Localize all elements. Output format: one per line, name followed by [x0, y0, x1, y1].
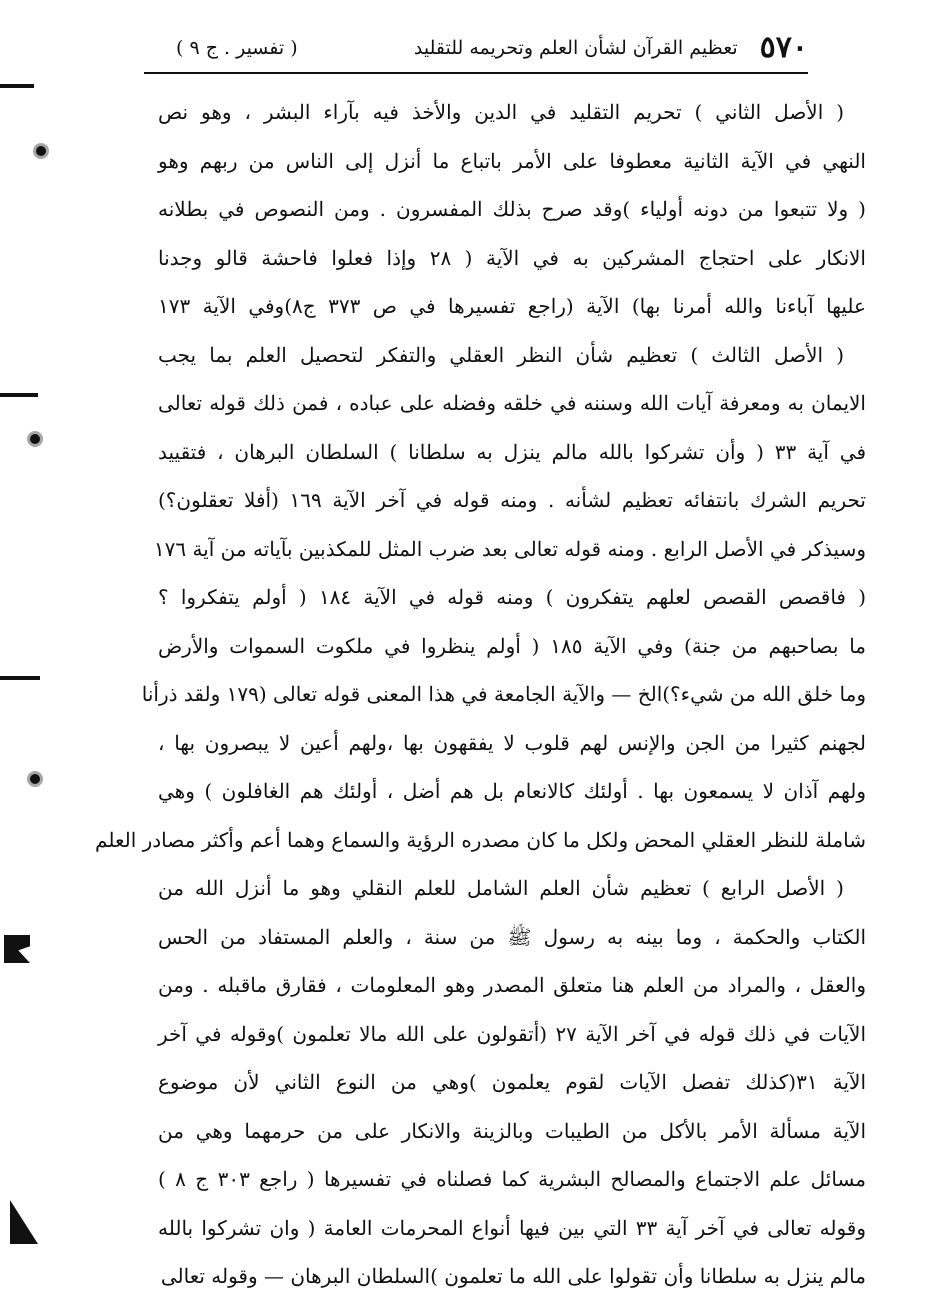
text-line: الايمان به ومعرفة آيات الله وسننه في خلقه وفضله على عباده ، فمن ذلك قوله تعالى [158, 391, 866, 415]
text-line: ( ولا تتبعوا من دونه أولياء )وقد صرح بذلك المفسرون . ومن النصوص في بطلانه [158, 197, 866, 221]
header-rule [144, 72, 808, 74]
text-line: عليها آباءنا والله أمرنا بها) الآية (راجع تفسيرها في ص ٣٧٣ ج٨)وفي الآية ١٧٣ [158, 294, 866, 318]
text-line: الآيات في ذلك قوله في آخر الآية ٢٧ (أتقولون على الله مالا تعلمون )وقوله في آخر [158, 1021, 866, 1046]
margin-dash-mark [0, 676, 40, 680]
text-line: في آية ٣٣ ( وأن تشركوا بالله مالم ينزل به سلطانا ) السلطان البرهان ، فتقييد [158, 439, 867, 464]
page-header [176, 28, 808, 68]
text-line: النهي في الآية الثانية معطوفا على الأمر باتباع ما أنزل إلى الناس من ربهم وهو [158, 148, 866, 173]
text-line: ( الأصل الرابع ) تعظيم شأن العلم الشامل للعلم النقلي وهو ما أنزل الله من [158, 876, 844, 900]
page-number: ٥٧٠ [759, 30, 808, 65]
text-line: لجهنم كثيرا من الجن والإنس لهم قلوب لا يفقهون بها ،ولهم أعين لا يبصرون بها ، [158, 730, 866, 755]
text-line: ( فاقصص القصص لعلهم يتفكرون ) ومنه قوله في الآية ١٨٤ ( أولم يتفكروا ؟ [158, 585, 866, 609]
volume-label: ( تفسير . ج ٩ ) [176, 37, 298, 59]
text-line: الآية مسألة الأمر بالأكل من الطيبات وبالزينة والانكار على من حرمهما وهي من [158, 1118, 866, 1143]
text-line: والعقل ، والمراد من العلم هنا متعلق المصدر وهو المعلومات ، فقارق ماقبله . ومن [158, 973, 866, 997]
margin-dash-mark [0, 393, 38, 397]
margin-blob-mark [10, 1200, 38, 1244]
margin-blob-mark [4, 935, 30, 963]
margin-dot-mark [30, 774, 40, 784]
text-line: ( الأصل الثالث ) تعظيم شأن النظر العقلي والتفكر لتحصيل العلم بما يجب [158, 342, 844, 367]
text-line: وقوله تعالى في آخر آية ٣٣ التي بين فيها أنواع المحرمات العامة ( وان تشركوا بالله [158, 1215, 866, 1240]
text-line: الكتاب والحكمة ، وما بينه به رسول ﷺ من سنة ، والعلم المستفاد من الحس [158, 924, 866, 949]
text-line: شاملة للنظر العقلي المحض ولكل ما كان مصدره الرؤية والسماع وهما أعم وأكثر مصادر العلم [95, 827, 866, 852]
text-line: وما خلق الله من شيء؟)الخ — والآية الجامعة في هذا المعنى قوله تعالى (١٧٩ ولقد ذرأنا [141, 682, 866, 706]
margin-dash-mark [0, 84, 34, 88]
text-line: مسائل علم الاجتماع والمصالح البشرية كما فصلناه في تفسيرها ( راجع ٣٠٣ ج ٨ ) [158, 1167, 866, 1191]
text-line: وسيذكر في الأصل الرابع . ومنه قوله تعالى بعد ضرب المثل للمكذبين بآياته من آية ١٧٦ [153, 536, 866, 561]
text-line: ولهم آذان لا يسمعون بها . أولئك كالانعام بل هم أضل ، أولئك هم الغافلون ) وهي [158, 779, 866, 803]
running-title: تعظيم القرآن لشأن العلم وتحريمه للتقليد [413, 37, 738, 59]
body-text [95, 88, 867, 1301]
margin-dot-mark [36, 146, 46, 156]
text-line: تحريم الشرك بانتفائه تعظيم لشأنه . ومنه قوله في آخر الآية ١٦٩ (أفلا تعقلون؟) [158, 488, 866, 512]
text-line: ما بصاحبهم من جنة) وفي الآية ١٨٥ ( أولم ينظروا في ملكوت السموات والأرض [158, 633, 866, 658]
text-line: الآية ٣١(كذلك تفصل الآيات لقوم يعلمون )وهي من النوع الثاني لأن موضوع [158, 1070, 867, 1094]
margin-dot-mark [30, 434, 40, 444]
text-line: الانكار على احتجاج المشركين به في الآية ( ٢٨ وإذا فعلوا فاحشة قالو وجدنا [158, 245, 866, 270]
text-line: مالم ينزل به سلطانا وأن تقولوا على الله ما تعلمون )السلطان البرهان — وقوله تعالى [160, 1264, 866, 1288]
text-line: ( الأصل الثاني ) تحريم التقليد في الدين والأخذ فيه بآراء البشر ، وهو نص [158, 100, 844, 124]
